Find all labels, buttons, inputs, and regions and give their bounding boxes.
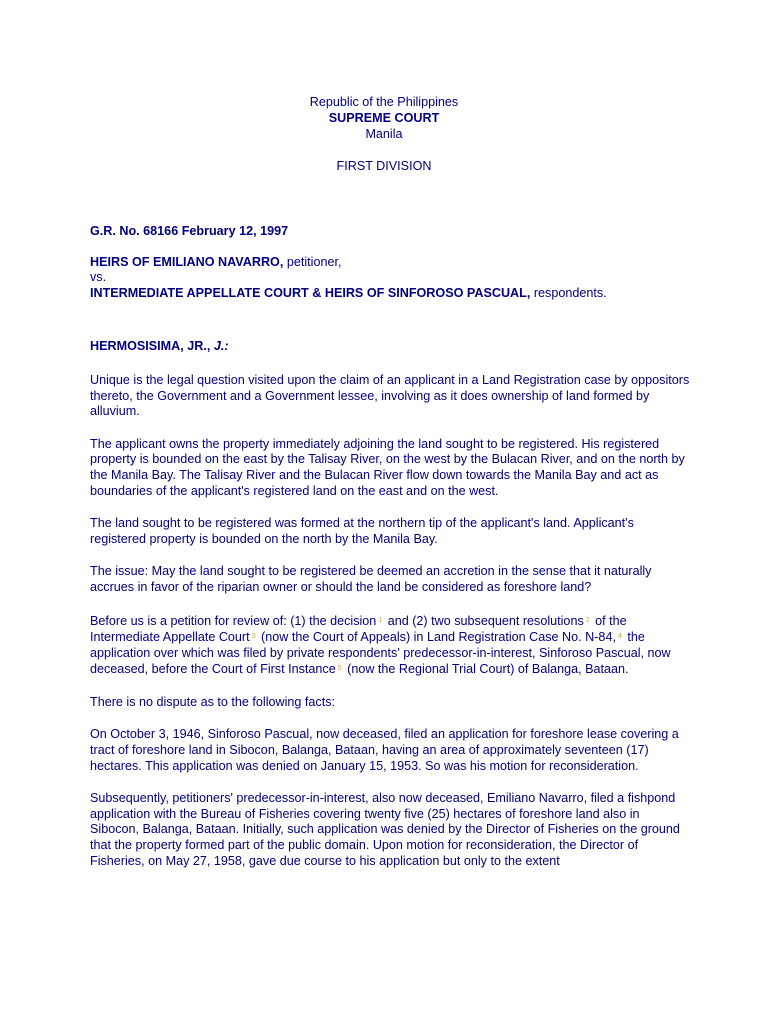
paragraph-5-text: the application over which was filed by private respondents' predecessor-in-interest, Sinforoso Pascual, now deceased, before the Court of First Instance	[90, 630, 671, 677]
paragraph-5-text: and (2) two subsequent resolutions	[384, 613, 584, 628]
footnote-link-5[interactable]: 5	[337, 665, 342, 673]
paragraph-3: The land sought to be registered was formed at the northern tip of the applicant's land. Applicant's registered property is bounded on the north by the Manila Bay.	[90, 516, 634, 546]
petitioner-line	[90, 255, 690, 271]
republic-line: Republic of the Philippines	[309, 95, 459, 109]
paragraph-1: Unique is the legal question visited upon the claim of an applicant in a Land Registration case by oppositors thereto, the Government and a Government lessee, involving as it does ownership of land formed by alluvium.	[90, 372, 690, 419]
case-parties	[90, 255, 690, 302]
petitioner-role: petitioner,	[283, 254, 342, 269]
paragraph-5-text: (now the Court of Appeals) in Land Registration Case No. N-84,	[257, 630, 616, 645]
paragraph-5-text: (now the Regional Trial Court) of Balanga, Bataan.	[343, 662, 629, 677]
respondent-role: respondents.	[530, 285, 607, 300]
paragraph-6: There is no dispute as to the following facts:	[90, 694, 336, 709]
respondent-line	[90, 286, 690, 302]
case-number: G.R. No. 68166 February 12, 1997	[90, 224, 289, 238]
paragraph-4: The issue: May the land sought to be registered be deemed an accretion in the sense that it naturally accrues in favor of the riparian owner or should the land be considered as foreshore land?	[90, 564, 652, 594]
petitioner-name: HEIRS OF EMILIANO NAVARRO,	[90, 254, 284, 269]
decision-body	[90, 224, 690, 886]
ponente-name: HERMOSISIMA, JR.,	[90, 339, 214, 354]
court-name: SUPREME COURT	[328, 111, 440, 125]
court-city: Manila	[365, 127, 403, 141]
footnote-link-2[interactable]: 2	[585, 616, 590, 624]
footnote-link-3[interactable]: 3	[251, 633, 256, 641]
paragraph-8: Subsequently, petitioners' predecessor-in-interest, also now deceased, Emiliano Navarro, filed a fishpond application with the Bureau of Fisheries covering twenty five (25) hectares of foreshore land also in Sibocon, Balanga, Bataan. Initially, such application was denied by the Director of Fisheries on the ground that the property formed part of the public domain. Upon motion for reconsideration, the Director of Fisheries, on May 27, 1958, gave due course to his application but only to the extent	[90, 791, 680, 868]
paragraph-5	[90, 613, 690, 678]
paragraph-7: On October 3, 1946, Sinforoso Pascual, now deceased, filed an application for foreshore lease covering a tract of foreshore land in Sibocon, Balanga, Bataan, having an area of approximately seventeen (17) hectares. This application was denied on January 15, 1953. So was his motion for reconsideration.	[90, 727, 679, 773]
respondent-name: INTERMEDIATE APPELLATE COURT & HEIRS OF SINFOROSO PASCUAL,	[90, 285, 531, 300]
versus-line: vs.	[90, 270, 107, 285]
division-name: FIRST DIVISION	[336, 159, 432, 173]
court-header	[0, 94, 768, 174]
paragraph-2: The applicant owns the property immediately adjoining the land sought to be registered. His registered property is bounded on the east by the Talisay River, on the west by the Bulacan River, and on the north by the Manila Bay. The Talisay River and the Bulacan River flow down towards the Manila Bay and act as boundaries of the applicant's registered land on the east and on the west.	[90, 436, 685, 498]
footnote-link-1[interactable]: 1	[378, 616, 383, 624]
ponente-title: J.:	[213, 339, 229, 354]
footnote-link-4[interactable]: 4	[617, 633, 622, 641]
ponente	[90, 339, 690, 355]
paragraph-5-text: of the Intermediate Appellate Court	[90, 613, 627, 645]
paragraph-5-text: Before us is a petition for review of: (1) the decision	[90, 613, 377, 628]
